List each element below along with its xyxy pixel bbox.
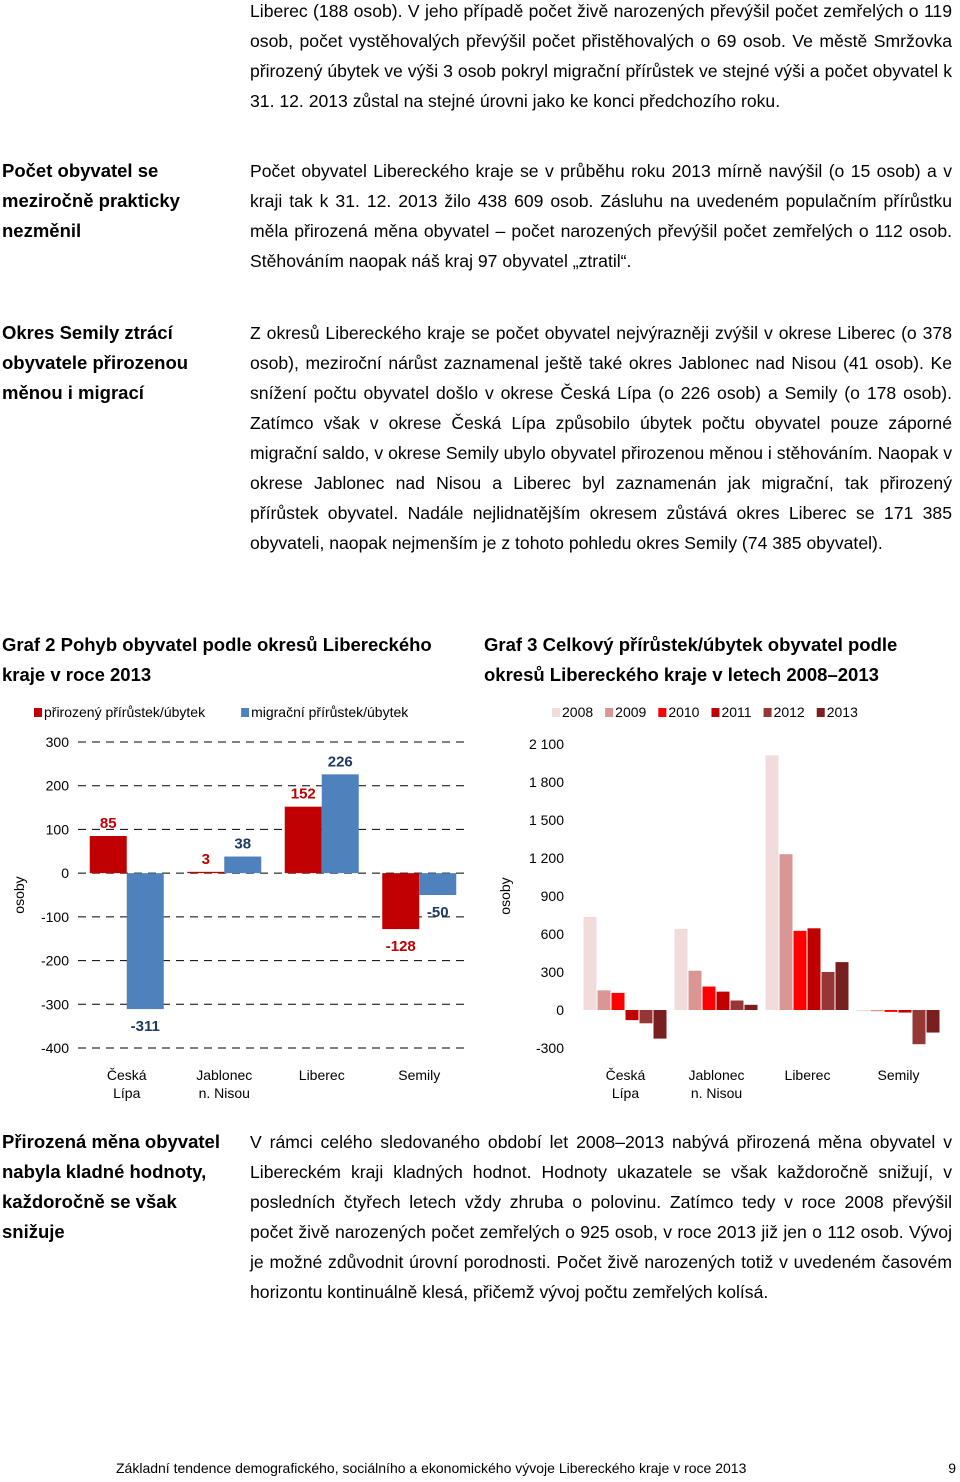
legend-swatch-1 bbox=[605, 708, 613, 717]
bar-2010-1 bbox=[703, 987, 716, 1010]
legend-swatch-5 bbox=[817, 708, 825, 717]
bar-2008-1 bbox=[675, 929, 688, 1010]
y-tick-label: 0 bbox=[556, 1002, 564, 1018]
legend-swatch-2 bbox=[658, 708, 666, 717]
y-tick-label: 100 bbox=[45, 821, 69, 838]
bar-2008-3 bbox=[857, 1010, 870, 1011]
legend-label-3: 2011 bbox=[721, 704, 752, 720]
y-tick-label: -300 bbox=[535, 1040, 564, 1056]
page-number: 9 bbox=[948, 1460, 956, 1476]
bar-2009-2 bbox=[780, 854, 793, 1010]
y-tick-label: 1 200 bbox=[528, 850, 564, 866]
bar-2013-2 bbox=[836, 962, 849, 1010]
graph2-chart bbox=[0, 698, 478, 1108]
top-paragraph bbox=[250, 0, 952, 116]
data-label: 152 bbox=[290, 785, 316, 803]
bar-2008-2 bbox=[766, 755, 779, 1010]
bar-2012-3 bbox=[913, 1010, 926, 1044]
category-label-1: Jablonec bbox=[196, 1067, 253, 1083]
category-label-0: Česká bbox=[106, 1067, 147, 1083]
bar-2011-2 bbox=[808, 928, 821, 1010]
legend-label-1: 2009 bbox=[615, 704, 647, 720]
data-label: 85 bbox=[99, 814, 117, 832]
y-tick-label: -300 bbox=[40, 996, 69, 1013]
footer-text: Základní tendence demografického, sociálního a ekonomického vývoje Libereckého kraje v roce 2013 bbox=[116, 1460, 747, 1476]
y-tick-label: -100 bbox=[40, 908, 69, 925]
section2-heading: Okres Semily ztrácí obyvatele přirozenou měnou i migrací bbox=[2, 322, 189, 403]
bar-migranprstekbytek-3 bbox=[419, 873, 456, 895]
graph2-title: Graf 2 Pohyb obyvatel podle okresů Libereckého kraje v roce 2013 bbox=[2, 634, 432, 685]
y-tick-label: 1 800 bbox=[528, 774, 564, 790]
bar-2010-2 bbox=[794, 931, 807, 1010]
data-label: -128 bbox=[385, 938, 416, 956]
section3-heading: Přirozená měna obyvatel nabyla kladné hodnoty, každoročně se však snižuje bbox=[2, 1131, 220, 1242]
section2-text: Z okresů Libereckého kraje se počet obyvatel nejvýrazněji zvýšil v okrese Liberec (o 378 osob), meziroční nárůst zaznamenal ještě také okres Jablonec nad Nisou (41 osob). Ke snížení počtu obyvatel došlo v okrese Česká Lípa (o 226 osob) a Semily (o 178 osob). Zatímco však v okrese Česká Lípa způsobilo úbytek počtu obyvatel pouze záporné migrační saldo, v okrese Semily ubylo obyvatel přirozenou měnou i stěhováním. Naopak v okrese Jablonec nad Nisou a Liberec byl zaznamenán jak migrační, tak přirozený přírůstek obyvatel. Nadále nejlidnatějším okresem zůstává okres Liberec se 171 385 obyvateli, naopak nejmenším je z tohoto pohledu okres Semily (74 385 obyvatel). bbox=[250, 323, 952, 553]
y-tick-label: -400 bbox=[40, 1040, 69, 1056]
bar-2011-3 bbox=[899, 1010, 912, 1013]
y-tick-label: 0 bbox=[61, 865, 69, 882]
legend-swatch-3 bbox=[711, 708, 719, 717]
legend-swatch-4 bbox=[764, 708, 772, 717]
category-label-1: Jablonec bbox=[688, 1067, 745, 1083]
bar-2012-1 bbox=[731, 1001, 744, 1011]
section2-text-block bbox=[250, 318, 952, 558]
bar-2008-0 bbox=[584, 917, 597, 1010]
section3-text: V rámci celého sledovaného období let 2008–2013 nabývá přirozená měna obyvatel v Libereckém kraji kladných hodnot. Hodnoty ukazatele se však každoročně snižují, v posledních čtyřech letech vždy zhruba o polovinu. Zatímco tedy v roce 2008 převýšil počet živě narozených počet zemřelých o 925 osob, v roce 2013 již jen o 112 osob. Vývoj je možné zdůvodnit úrovní porodnosti. Počet živě narozených totiž v uvedeném časovém horizontu kontinuálně klesá, přičemž vývoj počtu zemřelých kolísá. bbox=[250, 1132, 952, 1302]
data-label: 226 bbox=[327, 753, 353, 771]
section3-text-block bbox=[250, 1127, 952, 1307]
category-label-3: Semily bbox=[398, 1067, 441, 1083]
legend-label-0: 2008 bbox=[562, 704, 594, 720]
bar-pirozenprstekbytek-3 bbox=[382, 873, 419, 929]
legend-swatch-1 bbox=[241, 708, 249, 717]
category-label-0: Česká bbox=[605, 1067, 646, 1083]
category-label-2: Liberec bbox=[298, 1067, 345, 1083]
bar-pirozenprstekbytek-1 bbox=[187, 872, 224, 873]
data-label: 3 bbox=[201, 850, 210, 868]
bar-2011-0 bbox=[626, 1010, 639, 1020]
bar-2009-0 bbox=[598, 990, 611, 1010]
category-label-3: Semily bbox=[877, 1067, 920, 1083]
data-label: -311 bbox=[130, 1018, 160, 1036]
bar-migranprstekbytek-0 bbox=[127, 873, 164, 1009]
y-tick-label: 300 bbox=[540, 964, 564, 980]
bar-pirozenprstekbytek-0 bbox=[90, 836, 127, 873]
bar-2010-3 bbox=[885, 1010, 898, 1012]
category-label-0: Lípa bbox=[113, 1085, 141, 1101]
bar-2009-1 bbox=[689, 971, 702, 1010]
category-label-1: n. Nisou bbox=[198, 1085, 250, 1101]
footer bbox=[116, 1460, 956, 1476]
section1-text: Počet obyvatel Libereckého kraje se v průběhu roku 2013 mírně navýšil (o 15 osob) a v kraji tak k 31. 12. 2013 žilo 438 609 osob. Zásluhu na uvedeném populačním přírůstku měla přirozená měna obyvatel – počet narozených převýšil počet zemřelých o 112 osob. Stěhováním naopak náš kraj 97 obyvatel „ztratil“. bbox=[250, 161, 952, 271]
graph3-chart bbox=[488, 698, 956, 1108]
legend-swatch-0 bbox=[552, 708, 560, 717]
y-tick-label: 200 bbox=[45, 777, 69, 794]
legend-label-5: 2013 bbox=[826, 704, 858, 720]
legend-swatch-0 bbox=[34, 708, 42, 717]
y-tick-label: 900 bbox=[540, 888, 564, 904]
legend-label-4: 2012 bbox=[773, 704, 805, 720]
bar-2009-3 bbox=[871, 1010, 884, 1011]
y-axis-label: osoby bbox=[11, 876, 27, 914]
data-label: -50 bbox=[426, 904, 449, 921]
category-label-2: Liberec bbox=[784, 1067, 831, 1083]
section1-heading: Počet obyvatel se meziročně prakticky nezměnil bbox=[2, 160, 180, 241]
y-tick-label: 2 100 bbox=[528, 736, 564, 752]
bar-2012-0 bbox=[640, 1010, 653, 1023]
y-axis-label: osoby bbox=[497, 877, 513, 915]
y-tick-label: 600 bbox=[540, 926, 564, 942]
bar-2012-2 bbox=[822, 972, 835, 1010]
category-label-0: Lípa bbox=[611, 1085, 640, 1101]
category-label-1: n. Nisou bbox=[690, 1085, 743, 1101]
bar-migranprstekbytek-2 bbox=[322, 774, 359, 873]
y-tick-label: 1 500 bbox=[528, 812, 564, 828]
bar-2013-0 bbox=[654, 1010, 667, 1039]
bar-2013-3 bbox=[927, 1010, 940, 1033]
y-tick-label: 300 bbox=[45, 734, 69, 750]
bar-pirozenprstekbytek-2 bbox=[285, 807, 322, 873]
graph3-title: Graf 3 Celkový přírůstek/úbytek obyvatel podle okresů Libereckého kraje v letech 2008–2013 bbox=[484, 634, 898, 685]
bar-migranprstekbytek-1 bbox=[224, 857, 261, 874]
legend-label-0: přirozený přírůstek/úbytek bbox=[44, 704, 206, 720]
y-tick-label: -200 bbox=[40, 952, 69, 969]
legend-label-2: 2010 bbox=[668, 704, 700, 720]
data-label: 38 bbox=[234, 835, 252, 853]
section1-text-block bbox=[250, 156, 952, 276]
bar-2011-1 bbox=[717, 992, 730, 1010]
bar-2013-1 bbox=[745, 1005, 758, 1010]
legend-label-1: migrační přírůstek/úbytek bbox=[251, 704, 409, 720]
top-paragraph-text: Liberec (188 osob). V jeho případě počet živě narozených převýšil počet zemřelých o 119 osob, počet vystěhovalých převýšil počet přistěhovalých o 69 osob. Ve městě Smržovka přirozený úbytek ve výši 3 osob pokryl migrační přírůstek ve stejné výši a počet obyvatel k 31. 12. 2013 zůstal na stejné úrovni jako ke konci předchozího roku. bbox=[250, 1, 952, 111]
bar-2010-0 bbox=[612, 993, 625, 1010]
